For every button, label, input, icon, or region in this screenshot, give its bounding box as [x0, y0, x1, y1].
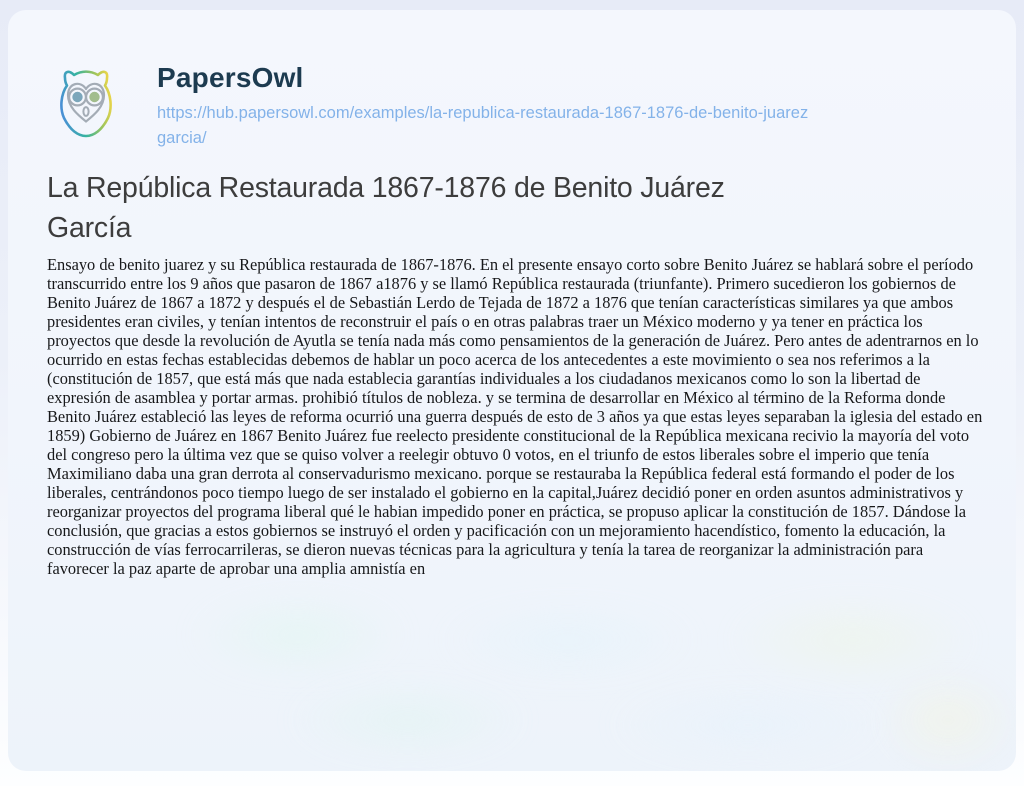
brand-name: PapersOwl	[157, 62, 304, 93]
background-watermark	[288, 680, 528, 760]
owl-icon	[50, 66, 122, 142]
background-watermark	[438, 600, 698, 680]
essay-body-text: Ensayo de benito juarez y su República restaurada de 1867-1876. En el presente ensayo corto sobre Benito Juárez se hablará sobre el período transcurrido entre los 9 años que pasaron de 1867 a1876 y se llamó República restaurada (triunfante). Primero sucedieron los gobiernos de Benito Juárez de 1867 a 1872 y después el de Sebastián Lerdo de Tejada de 1872 a 1876 que tenían características similares ya que ambos presidentes eran civiles, y tenían intentos de reconstruir el país o en otras palabras traer un México moderno y ya tener en práctica los proyectos que desde la revolución de Ayutla se tenía nada más como pensamientos de la generación de Juárez. Pero antes de adentrarnos en lo ocurrido en estas fechas establecidas debemos de hablar un poco acerca de los antecedentes a este movimiento o sea nos referimos a la (constitución de 1857, que está más que nada establecia garantías individuales a los ciudadanos mexicanos como lo son la libertad de expresión de asamblea y portar armas. prohibió títulos de nobleza. y se termina de desarrollar en México al término de la Reforma donde Benito Juárez estableció las leyes de reforma ocurrió una guerra después de esto de 3 años ya que estas leyes separaban la iglesia del estado en 1859) Gobierno de Juárez en 1867 Benito Juárez fue reelecto presidente constitucional de la República mexicana recivio la mayoría del voto del congreso pero la última vez que se quiso volver a reelegir obtuvo 0 votos, en el triunfo de estos liberales sobre el imperio que tenía Maximiliano daba una gran derrota al conservadurismo mexicano. porque se restauraba la República federal está formando el poder de los liberales, centrándonos poco tiempo luego de ser instalado el gobierno en la capital,Juárez decidió poner en orden asuntos administrativos y reorganizar proyectos del programa liberal qué le habian impedido poner en práctica, se propuso aplicar la constitución de 1857. Dándose la conclusión, que gracias a estos gobiernos se instruyó el orden y pacificación con un mejoramiento hacendístico, fomento la educación, la construcción de vías ferrocarrileras, se dieron nuevas técnicas para la agricultura y tenía la tarea de reorganizar la administración para favorecer la paz aparte de aprobar una amplia amnistía en	[47, 255, 983, 578]
papersowl-owl-logo[interactable]	[50, 66, 122, 142]
background-watermark	[608, 685, 888, 765]
source-url-line2: garcia/	[157, 129, 207, 147]
essay-title: La República Restaurada 1867-1876 de Benito Juárez García	[47, 172, 725, 244]
source-url-line1: https://hub.papersowl.com/examples/la-republica-restaurada-1867-1876-de-benito-juarez	[157, 104, 809, 122]
essay-preview-card	[8, 10, 1016, 771]
source-url[interactable]	[157, 101, 957, 151]
site-header	[157, 62, 957, 151]
background-watermark	[188, 590, 408, 680]
background-watermark	[878, 670, 1016, 770]
background-watermark	[728, 595, 978, 685]
